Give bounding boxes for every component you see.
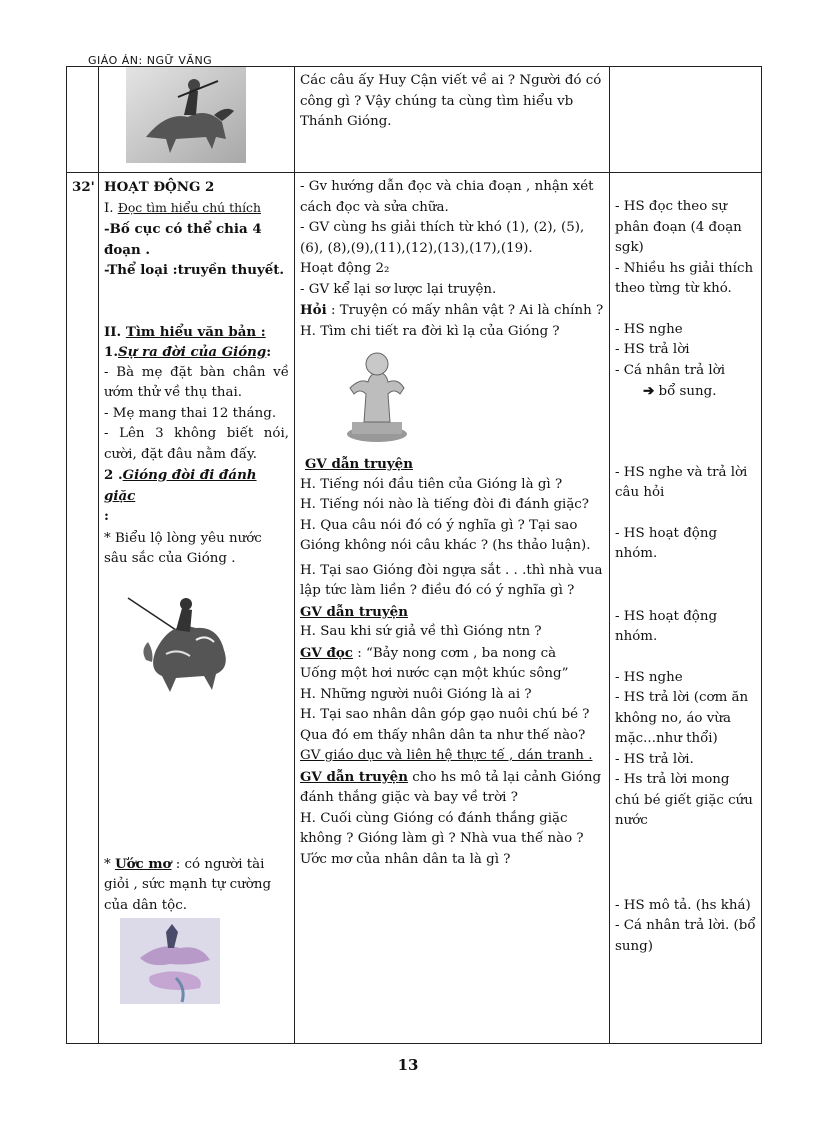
page-header: GIÁO ÁN: NGỮ VĂNG	[88, 54, 213, 67]
content-cell	[99, 67, 295, 173]
sub-2-title: 2 .Gióng đòi đi đánh giặc	[104, 467, 257, 504]
activity-text: Hoạt động 2₂	[300, 261, 390, 276]
sub-1-title: 1.Sự ra đời của Gióng:	[104, 344, 272, 360]
flying-giong-illustration	[120, 918, 220, 1004]
giong-horse-illustration	[126, 67, 246, 163]
section-2-title: II. Tìm hiểu văn bản :	[104, 323, 266, 340]
activity-text: - GV cùng hs giải thích từ khó (1), (2), (5), (6), (8),(9),(11),(12),(13),(17),(19).	[300, 220, 585, 256]
student-activity: - HS trả lời	[615, 342, 690, 357]
question: H. Sau khi sứ giả về thì Gióng ntn ?	[300, 624, 542, 639]
poem-line: Uống một hơi nước cạn một khúc sông”	[300, 666, 569, 681]
the-loai: -Thể loại :truyền thuyết.	[104, 262, 285, 278]
student-activity: - HS trả lời (cơm ăn không no, áo vừa mặc...như thổi)	[615, 690, 749, 746]
gv-giao-duc: GV giáo dục và liên hệ thực tế , dán tranh .	[300, 748, 593, 763]
content-column	[99, 173, 295, 1044]
giong-battle-illustration	[126, 590, 236, 700]
activity-text: - GV kể lại sơ lược lại truyện.	[300, 281, 497, 297]
section-1-title: I. Đọc tìm hiểu chú thích	[104, 199, 261, 216]
time-cell	[67, 173, 99, 1044]
question: H. Những người nuôi Gióng là ai ?	[300, 686, 532, 702]
student-activity: - HS nghe và trả lời câu hỏi	[615, 464, 748, 500]
student-activity-column	[610, 173, 762, 1044]
student-activity: - Nhiều hs giải thích theo từng từ khó.	[615, 260, 754, 296]
question: H. Tại sao nhân dân góp gạo nuôi chú bé ? Qua đó em thấy nhân dân ta như thế nào?	[300, 707, 590, 743]
bo-cuc: -Bố cục có thể chia 4 đoạn .	[104, 221, 262, 258]
lesson-table-main	[66, 172, 762, 1044]
gv-dan-truyen-2: GV dẫn truyện	[300, 603, 408, 620]
baby-giong-statue-illustration	[338, 348, 416, 444]
sub-1-item: - Mẹ mang thai 12 tháng.	[104, 405, 277, 421]
intro-text: Các câu ấy Huy Cận viết về ai ? Người đó có công gì ? Vậy chúng ta cùng tìm hiểu vb Thánh Gióng.	[300, 73, 602, 129]
activity-cell	[295, 67, 610, 173]
question: GV dẫn truyện cho hs mô tả lại cảnh Gióng đánh thắng giặc và bay về trời ?	[300, 768, 602, 805]
sub-1-item: - Bà mẹ đặt bàn chân về ướm thử về thụ thai.	[104, 364, 289, 400]
question: H. Cuối cùng Gióng có đánh thắng giặc không ? Gióng làm gì ? Nhà vua thế nào ? Ước mơ của nhân dân ta là gì ?	[300, 810, 584, 867]
student-activity: - HS nghe	[615, 321, 683, 337]
sub-1-item: - Lên 3 không biết nói, cười, đặt đâu nằm đấy.	[104, 426, 289, 462]
student-activity: - HS hoạt động nhóm.	[615, 608, 718, 644]
student-activity: - HS nghe	[615, 669, 683, 685]
gv-dan-truyen-1: GV dẫn truyện	[305, 456, 413, 472]
teacher-activity-column	[295, 173, 610, 1044]
activity-heading: HOẠT ĐỘNG 2	[104, 179, 215, 195]
question: H. Tại sao Gióng đòi ngựa sắt . . .thì nhà vua lập tức làm liền ? điều đó có ý nghĩa gì ?	[300, 562, 603, 598]
activity-text: - Gv hướng dẫn đọc và chia đoạn , nhận xét cách đọc và sửa chữa.	[300, 179, 594, 215]
gv-doc: GV đọc : “Bảy nong cơm , ba nong cà	[300, 644, 557, 661]
lesson-table-top	[66, 66, 762, 173]
question: H. Qua câu nói đó có ý nghĩa gì ? Tại sao Gióng không nói câu khác ? (hs thảo luận).	[300, 517, 591, 553]
time-value: 32'	[72, 179, 95, 195]
activity-text: H. Tìm chi tiết ra đời kì lạ của Gióng ?	[300, 323, 560, 339]
student-activity: - HS hoạt động nhóm.	[615, 525, 718, 561]
uoc-mo: * Ước mơ : có người tài giỏi , sức mạnh tự cường của dân tộc.	[104, 855, 272, 913]
student-activity: - Cá nhân trả lời	[615, 362, 726, 378]
student-cell	[610, 67, 762, 173]
student-activity: - HS trả lời.	[615, 751, 694, 767]
question: H. Tiếng nói nào là tiếng đòi đi đánh giặc?	[300, 497, 589, 512]
student-activity-arrow: ➔ bổ sung.	[643, 383, 717, 399]
student-activity: - Cá nhân trả lời. (bổ sung)	[615, 918, 756, 954]
time-cell	[67, 67, 99, 173]
student-activity: - HS mô tả. (hs khá)	[615, 897, 751, 913]
activity-text: Hỏi : Truyện có mấy nhân vật ? Ai là chính ?	[300, 302, 604, 318]
sub-2-colon: :	[104, 508, 109, 524]
student-activity: - HS đọc theo sự phân đoạn (4 đoạn sgk)	[615, 199, 742, 255]
student-activity: - Hs trả lời mong chú bé giết giặc cứu nước	[615, 772, 753, 828]
page-number: 13	[397, 1056, 419, 1074]
sub-2-text: * Biểu lộ lòng yêu nước sâu sắc của Gióng .	[104, 530, 262, 566]
arrow-right-icon: ➔	[643, 383, 655, 399]
question: H. Tiếng nói đầu tiên của Gióng là gì ?	[300, 476, 563, 492]
